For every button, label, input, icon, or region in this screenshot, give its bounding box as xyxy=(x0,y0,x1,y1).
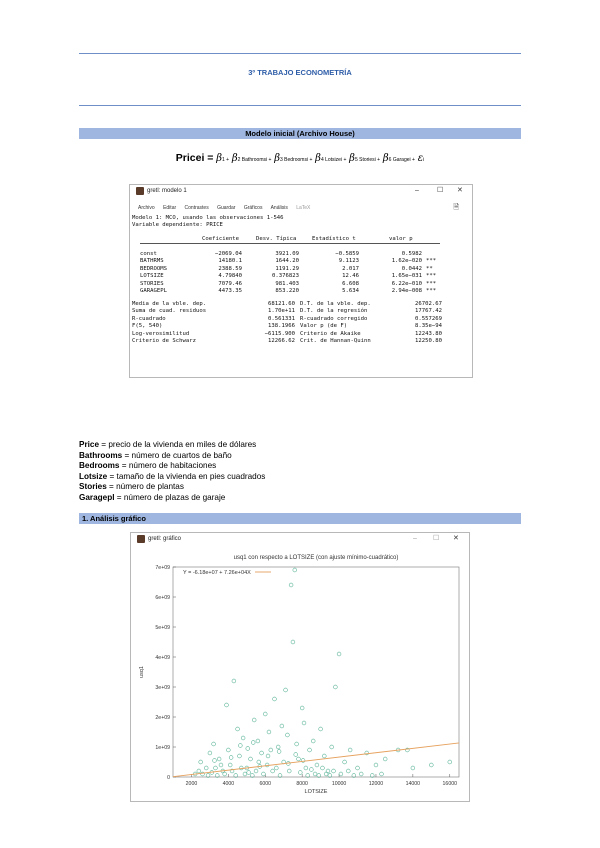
data-point xyxy=(308,748,312,752)
data-point xyxy=(289,583,293,587)
menu-archivo[interactable]: Archivo xyxy=(138,205,155,211)
epsilon: ε xyxy=(417,153,424,164)
data-point xyxy=(448,760,452,764)
definition-item xyxy=(79,451,265,462)
formula-term-2: 2 Bathroomsi + xyxy=(237,157,272,163)
data-point xyxy=(313,772,317,776)
data-point xyxy=(322,754,326,758)
model-window-title: gretl: modelo 1 xyxy=(147,188,187,194)
data-point xyxy=(256,739,260,743)
data-point xyxy=(246,747,250,751)
y-tick-label: 1e+09 xyxy=(155,745,170,751)
stat-cell-l1: R-cuadrado xyxy=(132,315,166,322)
coef-cell-p: 2.94e−008 xyxy=(391,288,422,294)
data-point xyxy=(238,754,242,758)
stat-cell-l2: Valor p (de F) xyxy=(300,323,348,330)
stat-cell-l1: Criterio de Schwarz xyxy=(132,338,196,344)
data-point xyxy=(298,771,302,775)
coef-cell-p: 0.0442 xyxy=(401,265,422,272)
definition-item xyxy=(79,493,265,504)
stat-cell-v2: 0.557269 xyxy=(415,315,442,322)
coef-cell-se: 1191.29 xyxy=(275,265,299,272)
gretl-plot-window xyxy=(130,532,470,802)
variable-definitions xyxy=(79,440,265,504)
close-button[interactable]: ✕ xyxy=(453,535,459,542)
formula-term-eps: i xyxy=(423,157,425,163)
data-point xyxy=(254,769,258,773)
stat-cell-l2: R-cuadrado corregido xyxy=(300,315,368,322)
stat-cell-l2: Criterio de Akaike xyxy=(300,330,361,337)
definition-item xyxy=(79,440,265,451)
data-point xyxy=(204,766,208,770)
header-rule xyxy=(140,243,440,244)
data-point xyxy=(333,685,337,689)
data-point xyxy=(332,769,336,773)
data-point xyxy=(411,766,415,770)
data-point xyxy=(214,766,218,770)
gretl-app-icon xyxy=(137,535,145,543)
coef-cell-coef: 14180.1 xyxy=(218,258,242,265)
coef-cell-coef: −2069.04 xyxy=(215,251,242,257)
data-point xyxy=(337,652,341,656)
data-point xyxy=(319,727,323,731)
data-point xyxy=(213,759,217,763)
gretl-app-icon xyxy=(136,187,144,195)
data-point xyxy=(269,748,273,752)
definition-term: Price xyxy=(79,440,100,449)
data-point xyxy=(321,766,325,770)
y-tick-label: 7e+09 xyxy=(155,565,170,571)
data-point xyxy=(243,772,247,776)
stat-cell-v1: 1.70e+11 xyxy=(268,308,295,315)
y-tick-label: 0 xyxy=(167,775,170,781)
coef-cell-stars: ** xyxy=(426,265,433,272)
data-point xyxy=(238,744,242,748)
data-point xyxy=(267,730,271,734)
x-tick-label: 6000 xyxy=(259,781,272,787)
coef-cell-p: 0.5982 xyxy=(401,251,422,257)
data-point xyxy=(257,760,261,764)
coef-cell-coef: 2388.59 xyxy=(218,265,242,272)
document-title: 3º TRABAJO ECONOMETRÍA xyxy=(248,68,352,77)
data-point xyxy=(302,721,306,725)
coef-cell-coef: 4.79840 xyxy=(218,273,242,280)
data-point xyxy=(241,736,245,740)
stat-cell-l2: D.T. de la vble. dep. xyxy=(300,301,371,307)
menu-graficos[interactable]: Gráficos xyxy=(243,205,263,211)
data-point xyxy=(223,772,227,776)
data-point xyxy=(291,640,295,644)
formula-lhs: Pricei = xyxy=(175,152,214,164)
coef-cell-name: BEDROOMS xyxy=(140,265,167,272)
x-tick-label: 8000 xyxy=(296,781,308,787)
data-point xyxy=(359,772,363,776)
coef-cell-name: LOTSIZE xyxy=(140,273,164,280)
data-point xyxy=(297,757,301,761)
stat-cell-v2: 26702.67 xyxy=(415,301,442,307)
beta-5: β xyxy=(349,153,355,164)
coef-cell-name: const xyxy=(140,251,157,257)
menu-analisis[interactable]: Análisis xyxy=(270,205,288,211)
header-rule-top xyxy=(79,53,521,54)
definition-term: Bathrooms xyxy=(79,450,123,460)
coef-cell-se: 853.220 xyxy=(275,288,299,294)
model-header-line-1: Modelo 1: MCO, usando las observaciones 1-546 xyxy=(132,215,284,221)
formula-term-4: 4 Lotsizei + xyxy=(320,157,347,163)
plot-window-title: gretl: gráfico xyxy=(148,536,182,542)
data-point xyxy=(429,763,433,767)
data-point xyxy=(274,766,278,770)
coef-cell-se: 981.403 xyxy=(275,280,299,287)
x-tick-label: 16000 xyxy=(442,781,457,787)
coef-cell-t: 6.608 xyxy=(342,280,359,287)
data-point xyxy=(252,718,256,722)
coef-cell-name: GARAGEPL xyxy=(140,288,167,294)
data-point xyxy=(293,568,297,572)
gretl-model-window xyxy=(129,184,473,378)
data-point xyxy=(228,763,232,767)
y-tick-label: 4e+09 xyxy=(155,655,170,661)
x-tick-label: 14000 xyxy=(405,781,421,787)
stat-cell-v2: 12243.80 xyxy=(415,330,442,337)
save-icon[interactable]: 🗎 xyxy=(453,204,459,211)
data-point xyxy=(374,763,378,767)
data-point xyxy=(260,751,264,755)
data-point xyxy=(356,766,360,770)
coef-cell-t: 5.634 xyxy=(342,288,359,294)
menu-editar[interactable]: Editar xyxy=(163,205,177,211)
model-output xyxy=(132,215,470,375)
maximize-button[interactable]: ☐ xyxy=(433,535,440,542)
data-point xyxy=(262,772,266,776)
beta-4: β xyxy=(315,153,321,164)
data-point xyxy=(348,748,352,752)
stat-cell-v1: 12266.62 xyxy=(268,338,295,344)
beta-2: β xyxy=(231,153,238,164)
x-tick-label: 2000 xyxy=(185,781,198,787)
data-point xyxy=(217,757,221,761)
data-point xyxy=(212,742,216,746)
minimize-button[interactable]: – xyxy=(415,187,419,194)
col-header-coef: Coeficiente xyxy=(202,236,240,242)
coef-cell-p: 6.22e−010 xyxy=(391,280,422,287)
col-header-t: Estadístico t xyxy=(312,236,356,242)
data-point xyxy=(287,769,291,773)
definition-item xyxy=(79,461,265,472)
data-point xyxy=(346,769,350,773)
coef-cell-stars: *** xyxy=(426,273,437,280)
data-point xyxy=(330,745,334,749)
coef-cell-stars: *** xyxy=(426,288,437,294)
data-point xyxy=(324,772,328,776)
coef-cell-coef: 7079.46 xyxy=(218,280,242,287)
data-point xyxy=(311,739,315,743)
data-point xyxy=(229,756,233,760)
x-tick-label: 10000 xyxy=(331,781,347,787)
definition-desc: = tamaño de la vivienda en pies cuadrados xyxy=(107,471,266,481)
stat-cell-v1: −6115.900 xyxy=(264,330,295,337)
data-point xyxy=(251,741,255,745)
definition-term: Stories xyxy=(79,482,107,492)
model-window-titlebar xyxy=(130,185,472,197)
x-tick-label: 12000 xyxy=(368,781,384,787)
beta-3: β xyxy=(274,153,280,164)
data-point xyxy=(380,772,384,776)
stat-cell-v2: 8.35e−94 xyxy=(415,323,442,330)
data-point xyxy=(277,750,281,754)
coef-cell-se: 0.376823 xyxy=(272,273,299,280)
coef-cell-t: 9.1123 xyxy=(338,258,359,265)
formula-term-5: 5 Storiesi + xyxy=(354,157,381,163)
data-point xyxy=(226,748,230,752)
coef-cell-t: 12.46 xyxy=(342,273,359,280)
close-button[interactable]: ✕ xyxy=(457,187,463,194)
coef-cell-coef: 4473.35 xyxy=(218,288,242,294)
stat-cell-l2: D.T. de la regresión xyxy=(300,308,368,315)
beta-6: β xyxy=(382,153,389,164)
definition-term: Lotsize xyxy=(79,471,108,481)
data-point xyxy=(236,727,240,731)
coef-cell-t: −0.5859 xyxy=(335,251,359,257)
formula-term-1: 1 + xyxy=(221,157,230,163)
legend-label: Y = -6.18e+07 + 7.26e+04X xyxy=(183,570,251,576)
data-point xyxy=(247,771,251,775)
y-tick-label: 5e+09 xyxy=(155,625,170,631)
data-point xyxy=(315,763,319,767)
header-rule-bottom xyxy=(79,105,521,106)
col-header-se: Desv. Típica xyxy=(256,236,297,242)
data-point xyxy=(284,688,288,692)
plot-window-titlebar xyxy=(131,533,469,545)
stat-cell-l1: Log-verosimilitud xyxy=(132,330,190,337)
stat-cell-v2: 17767.42 xyxy=(415,308,442,315)
chart-title: usq1 con respecto a LOTSIZE (con ajuste mínimo-cuadrático) xyxy=(233,555,399,561)
stat-cell-l1: Suma de cuad. residuos xyxy=(132,308,207,315)
maximize-button[interactable]: ☐ xyxy=(437,187,444,194)
data-point xyxy=(286,733,290,737)
menu-guardar[interactable]: Guardar xyxy=(217,205,236,211)
coef-cell-name: STORIES xyxy=(140,280,164,287)
beta-1: β xyxy=(216,153,222,164)
y-tick-label: 2e+09 xyxy=(155,715,170,721)
data-point xyxy=(266,754,270,758)
data-point xyxy=(263,712,267,716)
stat-cell-v1: 68121.60 xyxy=(268,301,295,307)
definition-item xyxy=(79,482,265,493)
data-point xyxy=(304,766,308,770)
data-point xyxy=(271,769,275,773)
section-model-heading: Modelo inicial (Archivo House) xyxy=(79,128,521,139)
data-point xyxy=(197,769,201,773)
x-axis-label: LOTSIZE xyxy=(304,789,328,795)
x-tick-label: 4000 xyxy=(222,781,235,787)
menu-contrastes[interactable]: Contrastes xyxy=(184,205,209,211)
definition-desc: = precio de la vivienda en miles de dólares xyxy=(99,440,257,449)
definition-item xyxy=(79,472,265,483)
data-point xyxy=(208,751,212,755)
minimize-button[interactable]: – xyxy=(413,535,417,542)
definition-desc: = número de habitaciones xyxy=(119,461,217,471)
data-point xyxy=(295,742,299,746)
data-point xyxy=(339,772,343,776)
y-tick-label: 3e+09 xyxy=(155,685,170,691)
coef-cell-name: BATHRMS xyxy=(140,258,164,265)
formula-term-6: 6 Garagei + xyxy=(388,157,415,163)
data-point xyxy=(273,697,277,701)
coef-cell-p: 1.62e−020 xyxy=(391,258,422,265)
data-point xyxy=(276,745,280,749)
data-point xyxy=(300,706,304,710)
model-header-line-2: Variable dependiente: PRICE xyxy=(132,222,223,228)
data-point xyxy=(219,763,223,767)
coef-cell-t: 2.017 xyxy=(342,265,359,272)
y-tick-label: 6e+09 xyxy=(155,595,170,601)
stat-cell-v2: 12250.80 xyxy=(415,338,442,344)
stat-cell-l1: Media de la vble. dep. xyxy=(132,301,207,307)
section-graphs-heading: 1. Análisis gráfico xyxy=(79,513,521,524)
coef-cell-stars: *** xyxy=(426,258,437,265)
col-header-p: valor p xyxy=(389,236,413,242)
definition-desc: = número de plantas xyxy=(106,482,184,492)
definition-desc: = número de plazas de garaje xyxy=(114,492,226,502)
definition-desc: = número de cuartos de baño xyxy=(122,450,232,460)
y-axis-label: usq1 xyxy=(139,666,145,678)
data-point xyxy=(225,703,229,707)
regression-formula xyxy=(0,152,600,164)
fit-line xyxy=(173,743,459,777)
data-point xyxy=(294,753,298,757)
data-point xyxy=(383,757,387,761)
stat-cell-v1: 0.561331 xyxy=(268,315,295,322)
menu-latex[interactable]: LaTeX xyxy=(296,205,311,211)
data-point xyxy=(239,766,243,770)
model-window-menubar xyxy=(130,203,472,213)
data-point xyxy=(232,679,236,683)
plot-frame xyxy=(173,567,459,777)
coef-cell-se: 1644.20 xyxy=(275,258,299,265)
coef-cell-p: 1.65e−031 xyxy=(391,273,422,280)
data-point xyxy=(280,724,284,728)
stat-cell-l2: Crit. de Hannan-Quinn xyxy=(300,338,371,344)
stat-cell-l1: F(5, 540) xyxy=(132,323,163,330)
coef-cell-se: 3921.09 xyxy=(275,251,299,257)
data-point xyxy=(343,760,347,764)
coef-cell-stars: *** xyxy=(426,280,437,287)
definition-term: Garagepl xyxy=(79,492,115,502)
data-point xyxy=(249,757,253,761)
scatter-plot xyxy=(131,545,467,799)
stat-cell-v1: 138.1966 xyxy=(268,323,295,330)
definition-term: Bedrooms xyxy=(79,461,120,471)
data-point xyxy=(199,760,203,764)
data-point xyxy=(309,768,313,772)
formula-term-3: 3 Bedroomsi + xyxy=(279,157,313,163)
